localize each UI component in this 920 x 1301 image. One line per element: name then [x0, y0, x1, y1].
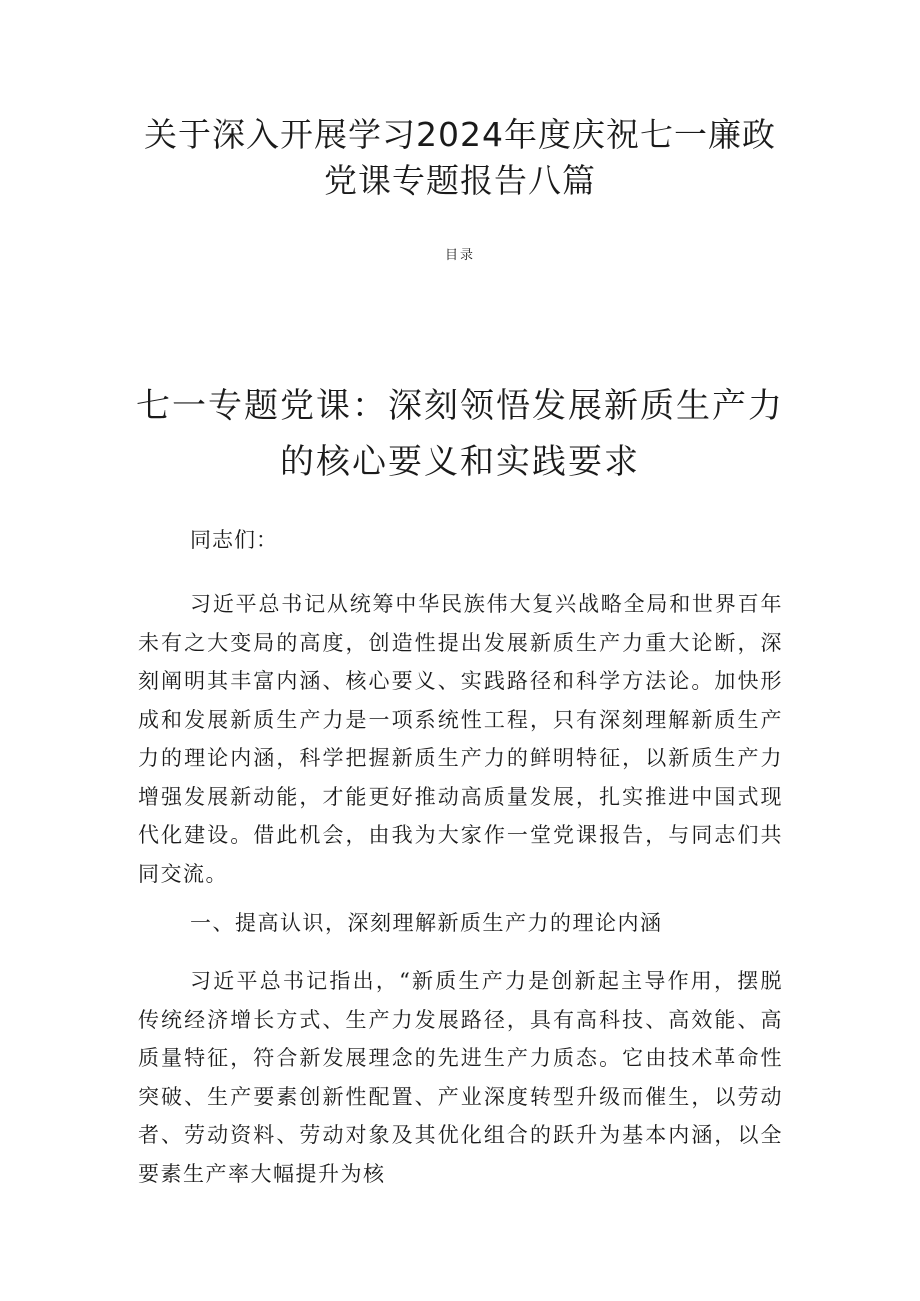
document-title-line-1: 关于深入开展学习2024年度庆祝七一廉政: [144, 115, 776, 154]
section-title-line-2: 的核心要义和实践要求: [280, 442, 640, 482]
body-paragraph-1: 习近平总书记从统筹中华民族伟大复兴战略全局和世界百年未有之大变局的高度，创造性提出发展新质生产力重大论断，深刻阐明其丰富内涵、核心要义、实践路径和科学方法论。加快形成和发展新质生产力是一项系统性工程，只有深刻理解新质生产力的理论内涵，科学把握新质生产力的鲜明特征，以新质生产力增强发展新动能，才能更好推动高质量发展，扎实推进中国式现代化建设。借此机会，由我为大家作一堂党课报告，与同志们共同交流。: [138, 592, 783, 886]
toc-label: 目录: [444, 248, 475, 263]
document-title: [0, 112, 920, 204]
subsection-heading-1: 一、提高认识，深刻理解新质生产力的理论内涵: [190, 911, 663, 935]
section-title-line-1: 七一专题党课：深刻领悟发展新质生产力: [136, 386, 784, 426]
section-title: [0, 378, 920, 490]
document-title-line-2: 党课专题报告八篇: [324, 161, 596, 200]
body-paragraph-2: 习近平总书记指出，“新质生产力是创新起主导作用，摆脱传统经济增长方式、生产力发展路径，具有高科技、高效能、高质量特征，符合新发展理念的先进生产力质态。它由技术革命性突破、生产要素创新性配置、产业深度转型升级而催生，以劳动者、劳动资料、劳动对象及其优化组合的跃升为基本内涵，以全要素生产率大幅提升为核: [138, 969, 783, 1186]
salutation: 同志们：: [190, 528, 278, 552]
